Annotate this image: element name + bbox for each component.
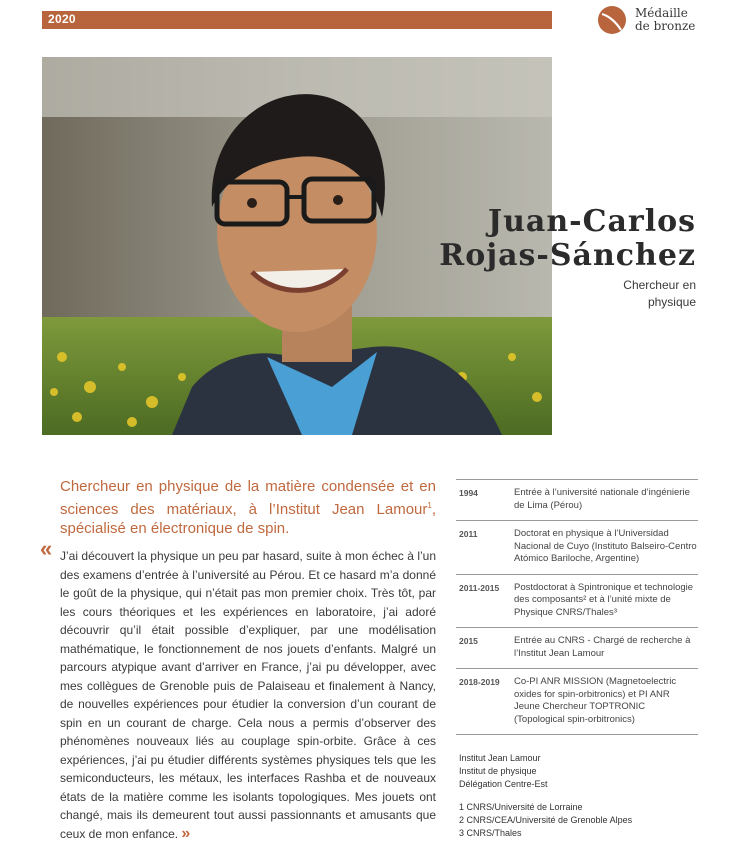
person-name-line2: Rojas-Sánchez: [439, 238, 696, 273]
footnote-item: 3 CNRS/Thales: [459, 828, 522, 838]
medal-label-line1: Médaille: [635, 6, 688, 20]
medal-label: [635, 7, 695, 33]
timeline-year: 2015: [459, 636, 478, 646]
person-role: [576, 277, 696, 311]
bronze-medal-icon: [597, 5, 627, 35]
year-label: 2020: [48, 12, 76, 26]
quote-text: J’ai découvert la physique un peu par hasard, suite à mon échec à l’un des examens d’entrée à l’université au Pérou. Et ce hasard m’a donné le goût de la physique, qui n’était pas mon premier choix. Très tôt, par les cours théoriques et les expériences en laboratoire, j’ai adoré découvrir qu’il était possible d’expliquer, par une modélisation mathématique, le fonctionnement de nos jouets d’enfants. Malgré un parcours atypique avant d’arriver en France, j’ai pu développer, avec mes collègues de Grenoble puis de Palaiseau et finalement à Nancy, de nouvelles expériences pour étudier la conversion d’un courant de spin en un courant de charge. Cela nous a permis d’observer des phénomènes nouveaux liés au couplage spin-orbite. Grâce à ces expériences, j’ai pu étudier différents systèmes physiques tels que les semiconducteurs, les métaux, les interfaces Rashba et de nouveaux états de la matière comme les isolants topologiques. Mes jouets ont changé, mais ils demeurent tout aussi passionnants et amusants que ceux de mon enfance.: [60, 549, 436, 841]
quote-body: [60, 547, 436, 843]
timeline-row: [456, 521, 698, 575]
timeline-desc: Co-PI ANR MISSION (Magnetoelectric oxides for spin-orbitronics) et PI ANR Jeune Chercheur TOPTRONIC (Topological spin-orbitronics): [514, 676, 677, 725]
affiliation-block: [459, 752, 699, 791]
timeline-desc: Entrée à l’université nationale d’ingénierie de Lima (Pérou): [514, 487, 690, 511]
footnote-item: 1 CNRS/Université de Lorraine: [459, 802, 583, 812]
timeline-row: [456, 628, 698, 669]
timeline-year: 2011: [459, 529, 478, 539]
person-name: [439, 205, 696, 273]
timeline-year: 2018-2019: [459, 677, 500, 687]
intro-footnote: 1: [427, 501, 432, 510]
timeline-row: [456, 480, 698, 521]
timeline-row: [456, 669, 698, 735]
timeline-desc: Doctorat en physique à l’Universidad Nacional de Cuyo (Instituto Balseiro-Centro Atómico Bariloche, Argentine): [514, 528, 697, 564]
person-role-line1: Chercheur en: [623, 278, 696, 292]
affiliation-delegation: Délégation Centre-Est: [459, 779, 548, 789]
footnotes: [459, 801, 699, 840]
timeline-year: 2011-2015: [459, 582, 500, 593]
footnote-item: 2 CNRS/CEA/Université de Grenoble Alpes: [459, 815, 633, 825]
intro-text: Chercheur en physique de la matière condensée et en sciences des matériaux, à l’Institut Jean Lamour: [60, 478, 436, 518]
intro-text-end: , spécialisé en électronique de spin.: [60, 501, 436, 537]
timeline-desc: Postdoctorat à Spintronique et technologie des composants² et à l’unité mixte de Physique CNRS/Thales³: [514, 581, 694, 618]
affiliation-institute: Institut de physique: [459, 766, 537, 776]
quote-close-mark: »: [181, 824, 191, 842]
timeline-row: [456, 575, 698, 629]
medal-label-line2: de bronze: [635, 19, 696, 33]
quote-open-mark: «: [40, 536, 53, 561]
year-banner: [42, 11, 552, 29]
timeline-year: 1994: [459, 488, 478, 498]
medal-badge: [597, 5, 737, 39]
person-role-line2: physique: [647, 295, 696, 309]
affiliation-lab: Institut Jean Lamour: [459, 753, 541, 763]
person-name-line1: Juan-Carlos: [487, 204, 696, 239]
intro-paragraph: [60, 477, 436, 538]
timeline-desc: Entrée au CNRS - Chargé de recherche à l’Institut Jean Lamour: [514, 635, 691, 659]
career-timeline: [456, 479, 698, 735]
